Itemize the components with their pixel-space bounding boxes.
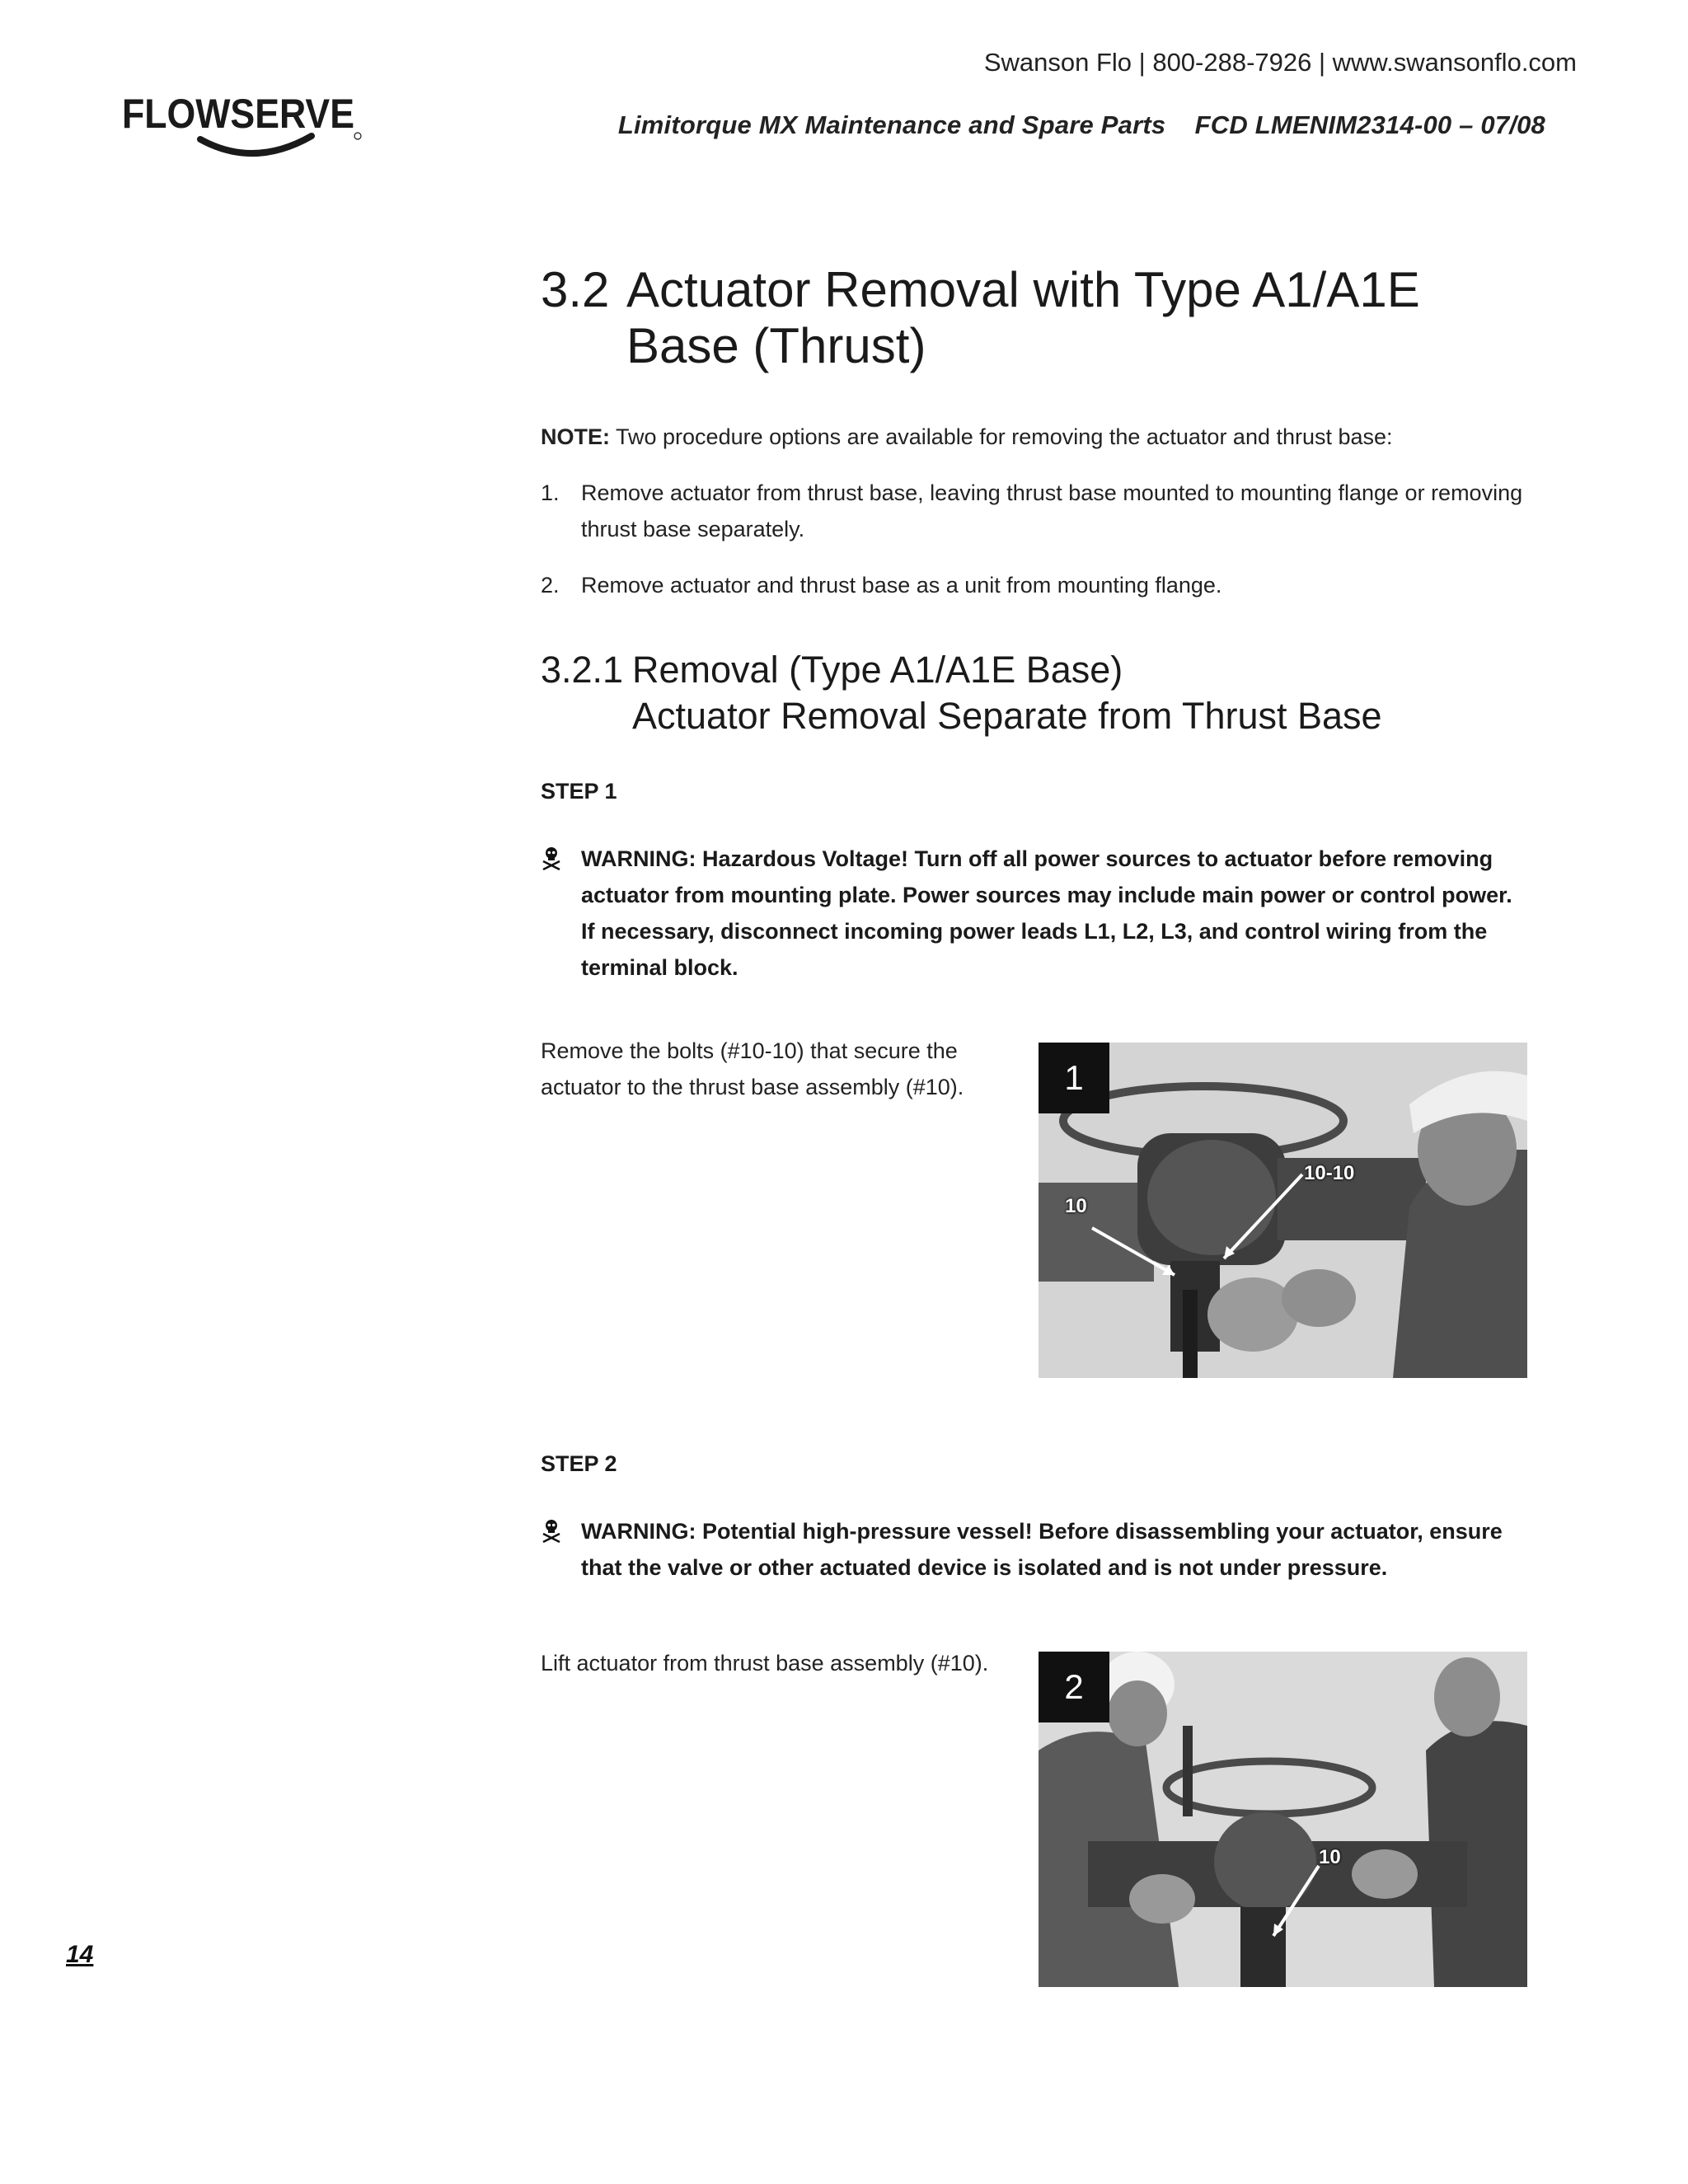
logo-wordmark: FLOWSERVE [122, 91, 354, 137]
list-item-number: 1. [541, 480, 560, 505]
subsection-title-line2: Actuator Removal Separate from Thrust Base [632, 695, 1382, 737]
figure-number-badge: 2 [1039, 1652, 1109, 1722]
list-item-number: 2. [541, 573, 560, 598]
note-text: Two procedure options are available for removing the actuator and thrust base: [616, 424, 1393, 449]
step-1-photo [1039, 1043, 1527, 1378]
list-item [541, 475, 1530, 547]
list-item [541, 567, 1530, 603]
callout-label: 10 [1319, 1846, 1341, 1868]
note-paragraph [541, 419, 1530, 455]
skull-crossbones-icon [541, 846, 562, 870]
list-item-text: Remove actuator and thrust base as a unit from mounting flange. [581, 573, 1222, 598]
step-1-description: Remove the bolts (#10-10) that secure the actuator to the thrust base assembly (#10). [541, 1038, 964, 1099]
skull-crossbones-icon [541, 1518, 562, 1543]
step-2-description: Lift actuator from thrust base assembly (#10). [541, 1651, 989, 1675]
section-title-line1: Actuator Removal with Type A1/A1E [626, 262, 1420, 317]
figure-number-badge: 1 [1039, 1043, 1109, 1113]
document-subtitle [0, 110, 1545, 140]
callout-label: 10 [1065, 1195, 1087, 1217]
note-label: NOTE: [541, 424, 610, 449]
warning-text: WARNING: Hazardous Voltage! Turn off all power sources to actuator before removing actuator from mounting plate. Power sources may include main power or control power. If necessary, disconnect incoming power leads L1, L2, L3, and control wiring from the terminal block. [581, 846, 1512, 980]
step-2-label: STEP 2 [541, 1451, 617, 1476]
section-title-line2: Base (Thrust) [626, 318, 926, 373]
photo-illustration [1039, 1652, 1527, 1987]
section-number: 3.2 [541, 262, 610, 317]
page-number: 14 [66, 1941, 94, 1968]
list-item-text: Remove actuator from thrust base, leaving thrust base mounted to mounting flange or removing thrust base separately. [581, 480, 1523, 541]
warning-block [541, 841, 1513, 986]
step-2-photo [1039, 1652, 1527, 1987]
doc-title: Limitorque MX Maintenance and Spare Parts [617, 110, 1166, 139]
photo-illustration [1039, 1043, 1527, 1378]
callout-label: 10-10 [1304, 1162, 1355, 1184]
subsection-title-line1: Removal (Type A1/A1E Base) [632, 649, 1123, 691]
subsection-number: 3.2.1 [541, 649, 624, 691]
warning-block [541, 1513, 1513, 1586]
section-heading [541, 262, 1420, 374]
header-contact: Swanson Flo | 800-288-7926 | www.swansonflo.com [983, 48, 1577, 77]
warning-text: WARNING: Potential high-pressure vessel! Before disassembling your actuator, ensure that the valve or other actuated device is isolated and is not under pressure. [581, 1519, 1503, 1580]
step-1-label: STEP 1 [541, 779, 617, 804]
subsection-heading [541, 647, 1382, 739]
doc-code: FCD LMENIM2314-00 – 07/08 [1194, 110, 1545, 139]
